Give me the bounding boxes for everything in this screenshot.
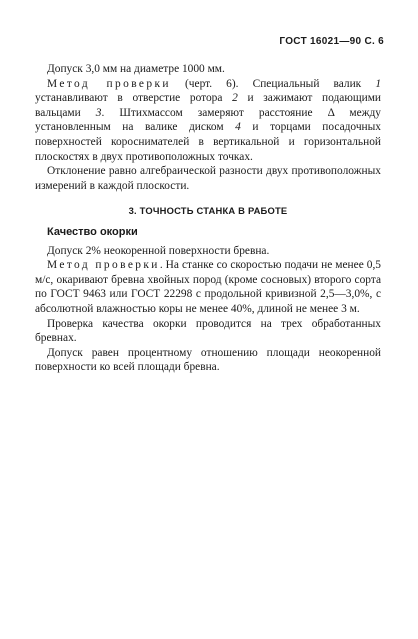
method-paragraph <box>35 77 381 165</box>
method-text-a: (черт. 6). Специальный валик <box>170 77 376 90</box>
document-body <box>35 62 381 375</box>
tolerance-paragraph: Допуск 3,0 мм на диаметре 1000 мм. <box>47 63 225 75</box>
method-text-c: и зажимают подающими вальцами <box>35 92 381 119</box>
debarking-method-label: Метод проверки <box>47 259 160 272</box>
quality-check-paragraph: Проверка качества окорки проводится на трех обработанных бревнах. <box>35 317 381 345</box>
debarking-tolerance-paragraph: Допуск 2% неокоренной поверхности бревна. <box>47 244 270 257</box>
method-text-d: . Штихмассом замеряют расстояние Δ между установленным на валике диском <box>35 106 381 134</box>
tolerance-definition-paragraph: Допуск равен процентному отношению площади неокоренной поверхности ко всей площади бревна. <box>35 346 381 374</box>
ref-1: 1 <box>375 77 382 90</box>
document-header: ГОСТ 16021—90 С. 6 <box>279 36 384 47</box>
ref-3: 3 <box>95 106 102 119</box>
method-text-b: устанавливают в отверстие ротора <box>35 92 233 105</box>
subsection-heading: Качество окорки <box>47 225 138 238</box>
method-label: Метод проверки <box>47 77 171 90</box>
debarking-method-text: . На станке со скоростью подачи не менее 0,5 м/с, окаривают бревна хвойных пород (кроме сосновых) второго сорта по ГОСТ 9463 или ГОСТ 22298 с продольной кривизной 2,5—3,0%, с абсолютной влажностью коры не менее 40%, длиной не менее 3 м. <box>35 259 382 315</box>
deviation-paragraph: Отклонение равно алгебраической разности двух противоположных измерений в каждой плоскости. <box>35 165 381 192</box>
section-heading: 3. ТОЧНОСТЬ СТАНКА В РАБОТЕ <box>128 205 288 217</box>
ref-2: 2 <box>232 92 238 105</box>
method-text-e: и торцами посадочных поверхностей короснимателей в вертикальной и горизонтальной плоскостях в двух противоположных точках. <box>35 121 381 163</box>
ref-4: 4 <box>235 121 241 134</box>
debarking-method-paragraph <box>35 258 381 316</box>
